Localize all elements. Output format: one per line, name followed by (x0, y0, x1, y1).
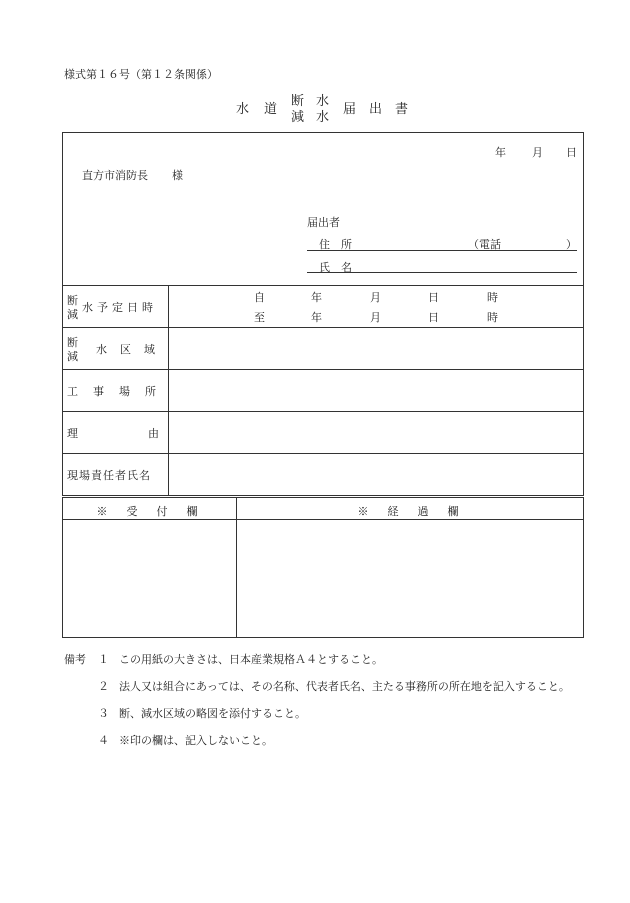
to-marker: 至 (254, 311, 265, 324)
reception-header: ※ 受 付 欄 (96, 505, 202, 518)
area-field[interactable] (170, 329, 582, 367)
row-divider (62, 411, 584, 412)
reason-label-text: 理由 (67, 427, 229, 440)
addressee-name: 直方市消防長 (82, 169, 148, 182)
from-marker: 自 (254, 291, 265, 304)
phone-close: ） (566, 238, 577, 251)
note-text: 法人又は組合にあっては、その名称、代表者氏名、主たる事務所の所在地を記入すること。 (119, 680, 570, 693)
progress-header: ※ 経 過 欄 (357, 505, 463, 518)
title-char: 断 (291, 94, 305, 109)
area-label-bottom: 減 (67, 350, 78, 363)
note-number: ２ (98, 680, 109, 693)
note-number: ３ (98, 707, 109, 720)
title-char: 水 (236, 102, 250, 117)
title-char: 書 (395, 102, 409, 117)
from-hour[interactable]: 時 (487, 291, 498, 304)
manager-field[interactable] (170, 455, 582, 493)
to-month[interactable]: 月 (370, 311, 381, 324)
to-year[interactable]: 年 (311, 311, 322, 324)
name-field-line[interactable] (307, 272, 577, 273)
schedule-label-top: 断 (67, 294, 78, 307)
phone-label: （電話 (468, 238, 501, 251)
schedule-label (82, 299, 162, 315)
site-field[interactable] (170, 371, 582, 409)
reason-field[interactable] (170, 413, 582, 451)
to-hour[interactable]: 時 (487, 311, 498, 324)
from-month[interactable]: 月 (370, 291, 381, 304)
site-label: 工事場所 (67, 385, 171, 398)
reason-label (67, 425, 229, 441)
note-number: １ (98, 653, 109, 666)
from-year[interactable]: 年 (311, 291, 322, 304)
title-char: 届 (343, 102, 357, 117)
date-day[interactable]: 日 (566, 146, 577, 159)
date-month[interactable]: 月 (532, 146, 543, 159)
row-divider (62, 285, 584, 286)
to-day[interactable]: 日 (428, 311, 439, 324)
form-number: 様式第１６号（第１２条関係） (64, 68, 218, 81)
addressee-honorific: 様 (172, 169, 183, 182)
office-header-divider (62, 519, 584, 520)
date-year[interactable]: 年 (495, 146, 506, 159)
title-char: 減 (291, 110, 305, 125)
row-divider (62, 369, 584, 370)
manager-label: 現場責任者氏名 (67, 469, 151, 482)
address-label: 住 所 (319, 238, 352, 251)
note-text: この用紙の大きさは、日本産業規格Ａ４とすること。 (119, 653, 383, 666)
area-label-top: 断 (67, 336, 78, 349)
row-divider (62, 453, 584, 454)
title-char: 道 (264, 102, 278, 117)
note-text: ※印の欄は、記入しないこと。 (119, 734, 273, 747)
applicant-label: 届出者 (307, 216, 340, 229)
title-char: 水 (316, 110, 330, 125)
notes-heading: 備考 (64, 653, 86, 666)
from-day[interactable]: 日 (428, 291, 439, 304)
name-label: 氏 名 (319, 261, 352, 274)
address-field-line[interactable] (307, 250, 577, 251)
title-char: 水 (316, 94, 330, 109)
area-label: 水区域 (96, 343, 168, 356)
schedule-label-rest: 水予定日時 (82, 301, 157, 314)
row-divider (62, 327, 584, 328)
schedule-label-bottom: 減 (67, 308, 78, 321)
note-text: 断、減水区域の略図を添付すること。 (119, 707, 306, 720)
note-number: ４ (98, 734, 109, 747)
title-char: 出 (369, 102, 383, 117)
